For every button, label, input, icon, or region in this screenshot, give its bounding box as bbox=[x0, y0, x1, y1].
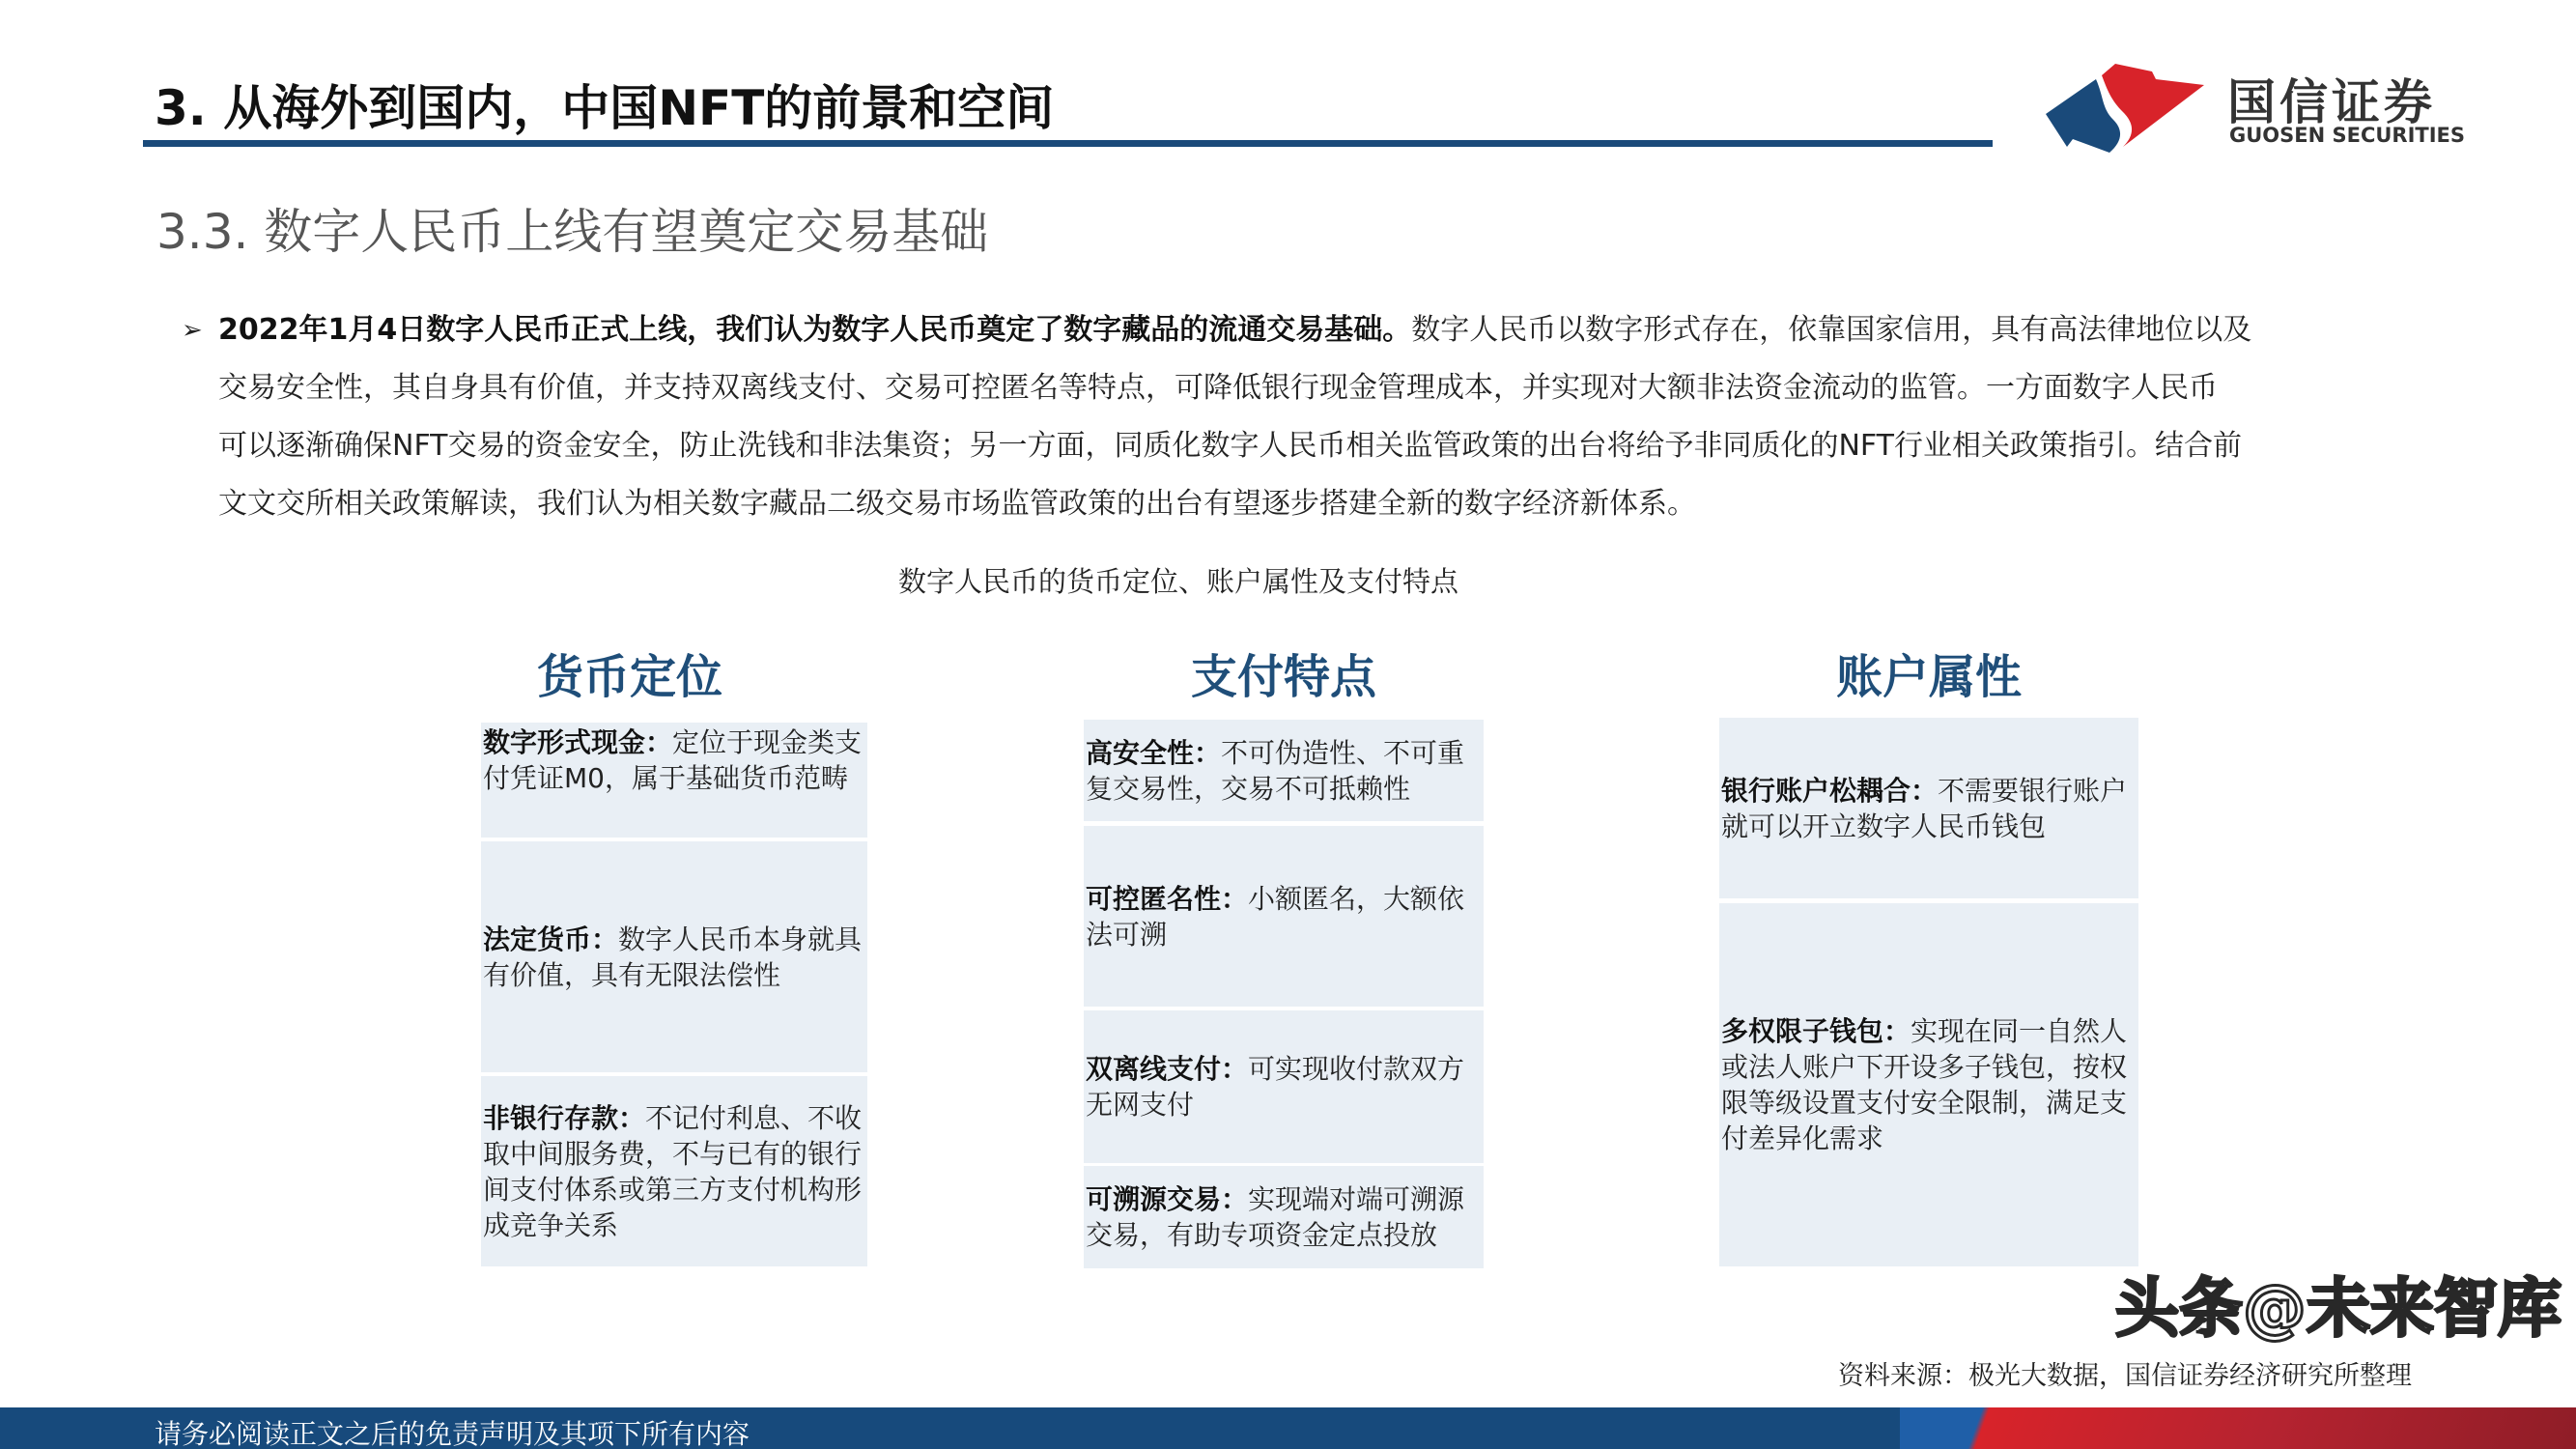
bullet-arrow-icon: ➢ bbox=[182, 316, 203, 345]
feature-box bbox=[1084, 826, 1484, 1007]
feature-desc: 可实现收付款双方无网支付 bbox=[1086, 1053, 1465, 1121]
page-title: 3. 从海外到国内，中国NFT的前景和空间 bbox=[155, 80, 1055, 136]
feature-desc: 实现端对端可溯源交易，有助专项资金定点投放 bbox=[1086, 1183, 1465, 1251]
feature-term: 数字形式现金： bbox=[483, 726, 673, 758]
feature-term: 可溯源交易： bbox=[1086, 1183, 1249, 1215]
column-heading-currency-positioning: 货币定位 bbox=[536, 650, 722, 704]
feature-term: 非银行存款： bbox=[483, 1101, 646, 1134]
guosen-logo bbox=[2046, 58, 2466, 164]
footer-disclaimer: 请务必阅读正文之后的免责声明及其项下所有内容 bbox=[155, 1418, 750, 1449]
feature-term: 双离线支付： bbox=[1086, 1053, 1249, 1085]
feature-term: 多权限子钱包： bbox=[1721, 1015, 1911, 1047]
feature-box bbox=[481, 841, 867, 1072]
paragraph-lead-bold: 2022年1月4日数字人民币正式上线，我们认为数字人民币奠定了数字藏品的流通交易基础。 bbox=[218, 313, 1412, 347]
feature-desc: 定位于现金类支付凭证M0，属于基础货币范畴 bbox=[483, 726, 863, 794]
column-heading-account-attributes: 账户属性 bbox=[1835, 650, 2022, 704]
column-heading-payment-features: 支付特点 bbox=[1190, 650, 1376, 704]
paragraph-line: 交易安全性，其自身具有价值，并支持双离线支付、交易可控匿名等特点，可降低银行现金管理成本，并实现对大额非法资金流动的监管。一方面数字人民币 bbox=[218, 371, 2218, 405]
source-note: 资料来源：极光大数据，国信证券经济研究所整理 bbox=[1838, 1361, 2412, 1391]
feature-desc: 不记付利息、不收取中间服务费，不与已有的银行间支付体系或第三方支付机构形成竞争关系 bbox=[483, 1101, 863, 1241]
watermark: 头条@未来智库 bbox=[2115, 1271, 2562, 1346]
guosen-logo-icon bbox=[2046, 58, 2210, 155]
figure-caption: 数字人民币的货币定位、账户属性及支付特点 bbox=[897, 565, 1458, 598]
feature-desc: 实现在同一自然人或法人账户下开设多子钱包，按权限等级设置支付安全限制，满足支付差异化需求 bbox=[1721, 1015, 2128, 1154]
footer-bar bbox=[0, 1407, 2576, 1449]
paragraph-text: 数字人民币以数字形式存在，依靠国家信用，具有高法律地位以及 bbox=[1411, 313, 2252, 347]
feature-term: 银行账户松耦合： bbox=[1721, 774, 1939, 807]
paragraph-line: 可以逐渐确保NFT交易的资金安全，防止洗钱和非法集资；另一方面，同质化数字人民币相关监管政策的出台将给予非同质化的NFT行业相关政策指引。结合前 bbox=[218, 429, 2242, 463]
feature-box bbox=[481, 1076, 867, 1266]
feature-desc: 小额匿名，大额依法可溯 bbox=[1086, 882, 1465, 951]
paragraph-line: 文文交所相关政策解读，我们认为相关数字藏品二级交易市场监管政策的出台有望逐步搭建全新的数字经济新体系。 bbox=[218, 487, 1696, 521]
summary-paragraph bbox=[182, 301, 2453, 533]
logo-chinese-name: 国信证券 bbox=[2227, 74, 2436, 130]
paragraph-line bbox=[182, 301, 2453, 359]
feature-box bbox=[481, 723, 867, 838]
feature-box bbox=[1084, 720, 1484, 821]
feature-term: 可控匿名性： bbox=[1086, 882, 1249, 915]
feature-box bbox=[1719, 718, 2138, 898]
footer-decoration bbox=[1900, 1407, 2576, 1449]
feature-box bbox=[1084, 1166, 1484, 1268]
logo-english-name: GUOSEN SECURITIES bbox=[2229, 124, 2466, 147]
feature-term: 高安全性： bbox=[1086, 736, 1222, 769]
feature-desc: 数字人民币本身就具有价值，具有无限法偿性 bbox=[483, 923, 863, 991]
section-subtitle: 3.3. 数字人民币上线有望奠定交易基础 bbox=[156, 204, 989, 260]
feature-term: 法定货币： bbox=[483, 923, 619, 955]
feature-desc: 不可伪造性、不可重复交易性，交易不可抵赖性 bbox=[1086, 736, 1465, 805]
feature-box bbox=[1084, 1010, 1484, 1163]
title-divider bbox=[143, 140, 1993, 147]
feature-box bbox=[1719, 903, 2138, 1266]
feature-desc: 不需要银行账户就可以开立数字人民币钱包 bbox=[1721, 774, 2128, 842]
